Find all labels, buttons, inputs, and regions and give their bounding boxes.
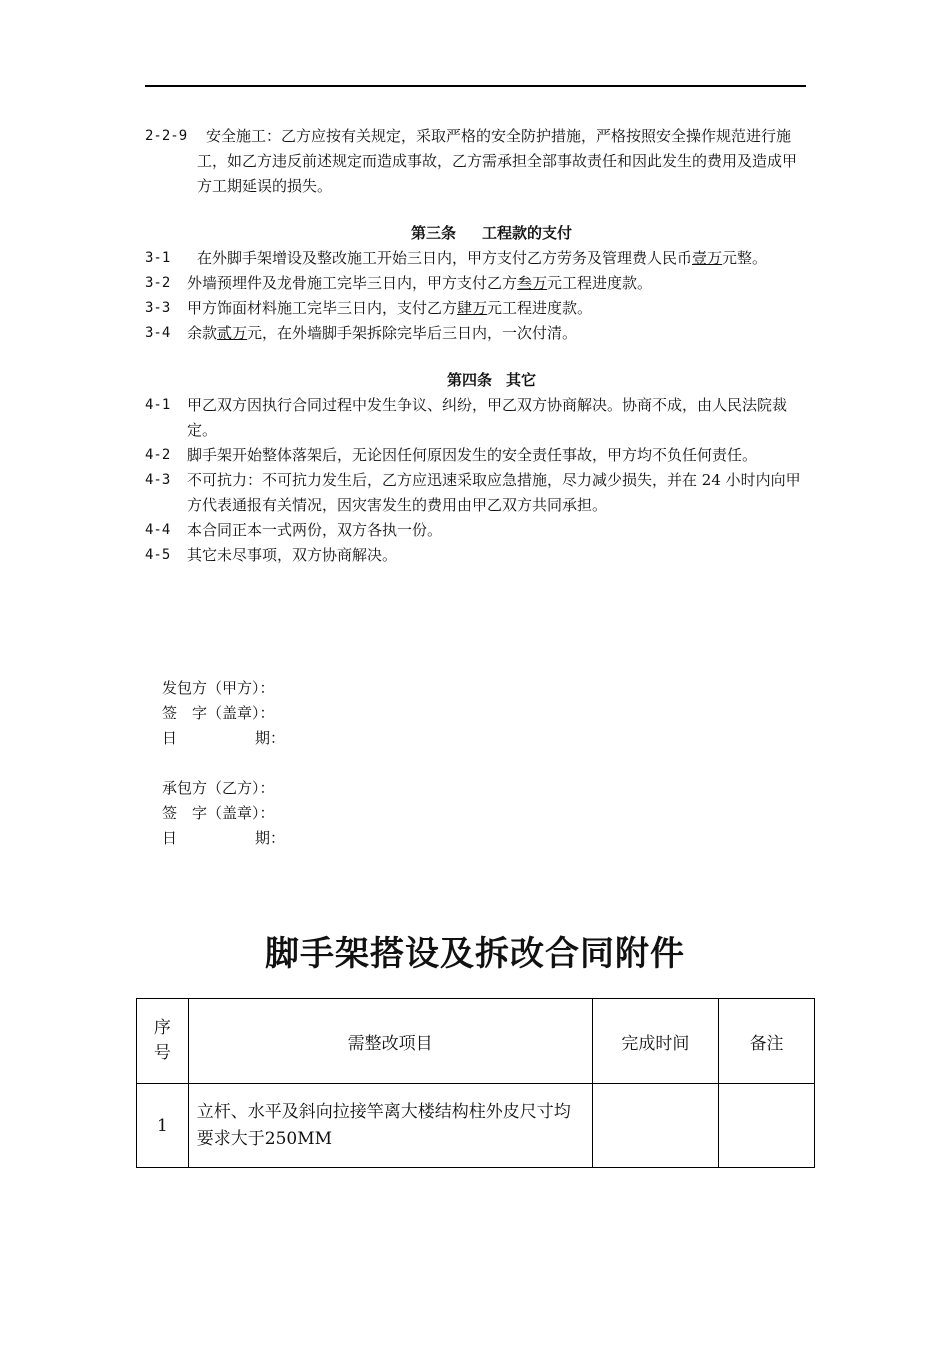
clause-text: 本合同正本一式两份，双方各执一份。 bbox=[187, 521, 443, 539]
article-3-heading: 第三条 工程款的支付 bbox=[410, 224, 573, 242]
clause-number: 4-5 bbox=[145, 547, 171, 563]
table-header-row bbox=[137, 999, 815, 1084]
clause-number: 4-2 bbox=[145, 447, 171, 463]
clause-number: 4-4 bbox=[145, 522, 171, 538]
clause-number: 3-2 bbox=[145, 275, 171, 291]
clause-3-1 bbox=[145, 246, 810, 271]
article-4-heading: 第四条 其它 bbox=[446, 371, 537, 389]
clause-number: 4-1 bbox=[145, 397, 171, 413]
row-time bbox=[592, 1084, 719, 1168]
clause-text: 其它未尽事项，双方协商解决。 bbox=[187, 546, 398, 564]
party-a-label: 发包方（甲方）： bbox=[162, 679, 275, 697]
amount-underlined: 叁万 bbox=[517, 274, 548, 292]
clause-2-2-9 bbox=[145, 124, 810, 199]
clause-text: 不可抗力：不可抗力发生后，乙方应迅速采取应急措施，尽力减少损失，并在 24 小时内向甲方代表通报有关情况，因灾害发生的费用由甲乙双方共同承担。 bbox=[187, 471, 801, 514]
header-cell-no: 序号 bbox=[137, 999, 189, 1084]
party-b-label: 承包方（乙方）： bbox=[162, 779, 275, 797]
clause-text: 安全施工：乙方应按有关规定，采取严格的安全防护措施，严格按照安全操作规范进行施工，如乙方违反前述规定而造成事故，乙方需承担全部事故责任和因此发生的费用及造成甲方工期延误的损失。 bbox=[197, 127, 798, 195]
contract-body bbox=[145, 124, 810, 568]
party-b-date-label: 日 期： bbox=[162, 829, 286, 847]
clause-text: 脚手架开始整体落架后，无论因任何原因发生的安全责任事故，甲方均不负任何责任。 bbox=[187, 446, 758, 464]
row-note bbox=[719, 1084, 815, 1168]
clause-number: 3-1 bbox=[145, 250, 171, 266]
clause-4-5 bbox=[145, 543, 810, 568]
clause-number: 3-3 bbox=[145, 300, 171, 316]
clause-text: 在外脚手架增设及整改施工开始三日内，甲方支付乙方劳务及管理费人民币壹万元整。 bbox=[197, 249, 768, 267]
clause-text: 余款贰万元，在外墙脚手架拆除完毕后三日内，一次付清。 bbox=[187, 324, 578, 342]
party-a-signature-block bbox=[162, 676, 285, 751]
amount-underlined: 贰万 bbox=[217, 324, 248, 342]
clause-4-3 bbox=[145, 468, 810, 518]
clause-number: 2-2-9 bbox=[145, 128, 188, 144]
clause-4-1 bbox=[145, 393, 810, 443]
header-cell-item: 需整改项目 bbox=[188, 999, 592, 1084]
row-no: 1 bbox=[137, 1084, 189, 1168]
clause-4-4 bbox=[145, 518, 810, 543]
table-row bbox=[137, 1084, 815, 1168]
party-a-sign-label: 签 字（盖章）： bbox=[162, 704, 275, 722]
clause-text: 甲方饰面材料施工完毕三日内，支付乙方肆万元工程进度款。 bbox=[187, 299, 593, 317]
header-rule bbox=[145, 85, 806, 87]
header-cell-time: 完成时间 bbox=[592, 999, 719, 1084]
clause-4-2 bbox=[145, 443, 810, 468]
annex-title: 脚手架搭设及拆改合同附件 bbox=[265, 934, 685, 974]
amount-underlined: 壹万 bbox=[692, 249, 723, 267]
amount-underlined: 肆万 bbox=[457, 299, 488, 317]
header-cell-note: 备注 bbox=[719, 999, 815, 1084]
clause-text: 甲乙双方因执行合同过程中发生争议、纠纷，甲乙双方协商解决。协商不成，由人民法院裁定。 bbox=[187, 396, 788, 439]
clause-number: 3-4 bbox=[145, 325, 171, 341]
clause-text: 外墙预埋件及龙骨施工完毕三日内，甲方支付乙方叁万元工程进度款。 bbox=[187, 274, 653, 292]
row-item: 立杆、水平及斜向拉接竿离大楼结构柱外皮尺寸均要求大于250MM bbox=[188, 1084, 592, 1168]
party-b-sign-label: 签 字（盖章）： bbox=[162, 804, 275, 822]
party-a-date-label: 日 期： bbox=[162, 729, 286, 747]
annex-table bbox=[136, 998, 815, 1168]
clause-3-4 bbox=[145, 321, 810, 346]
clause-3-3 bbox=[145, 296, 810, 321]
party-b-signature-block bbox=[162, 776, 285, 851]
clause-number: 4-3 bbox=[145, 472, 171, 488]
clause-3-2 bbox=[145, 271, 810, 296]
